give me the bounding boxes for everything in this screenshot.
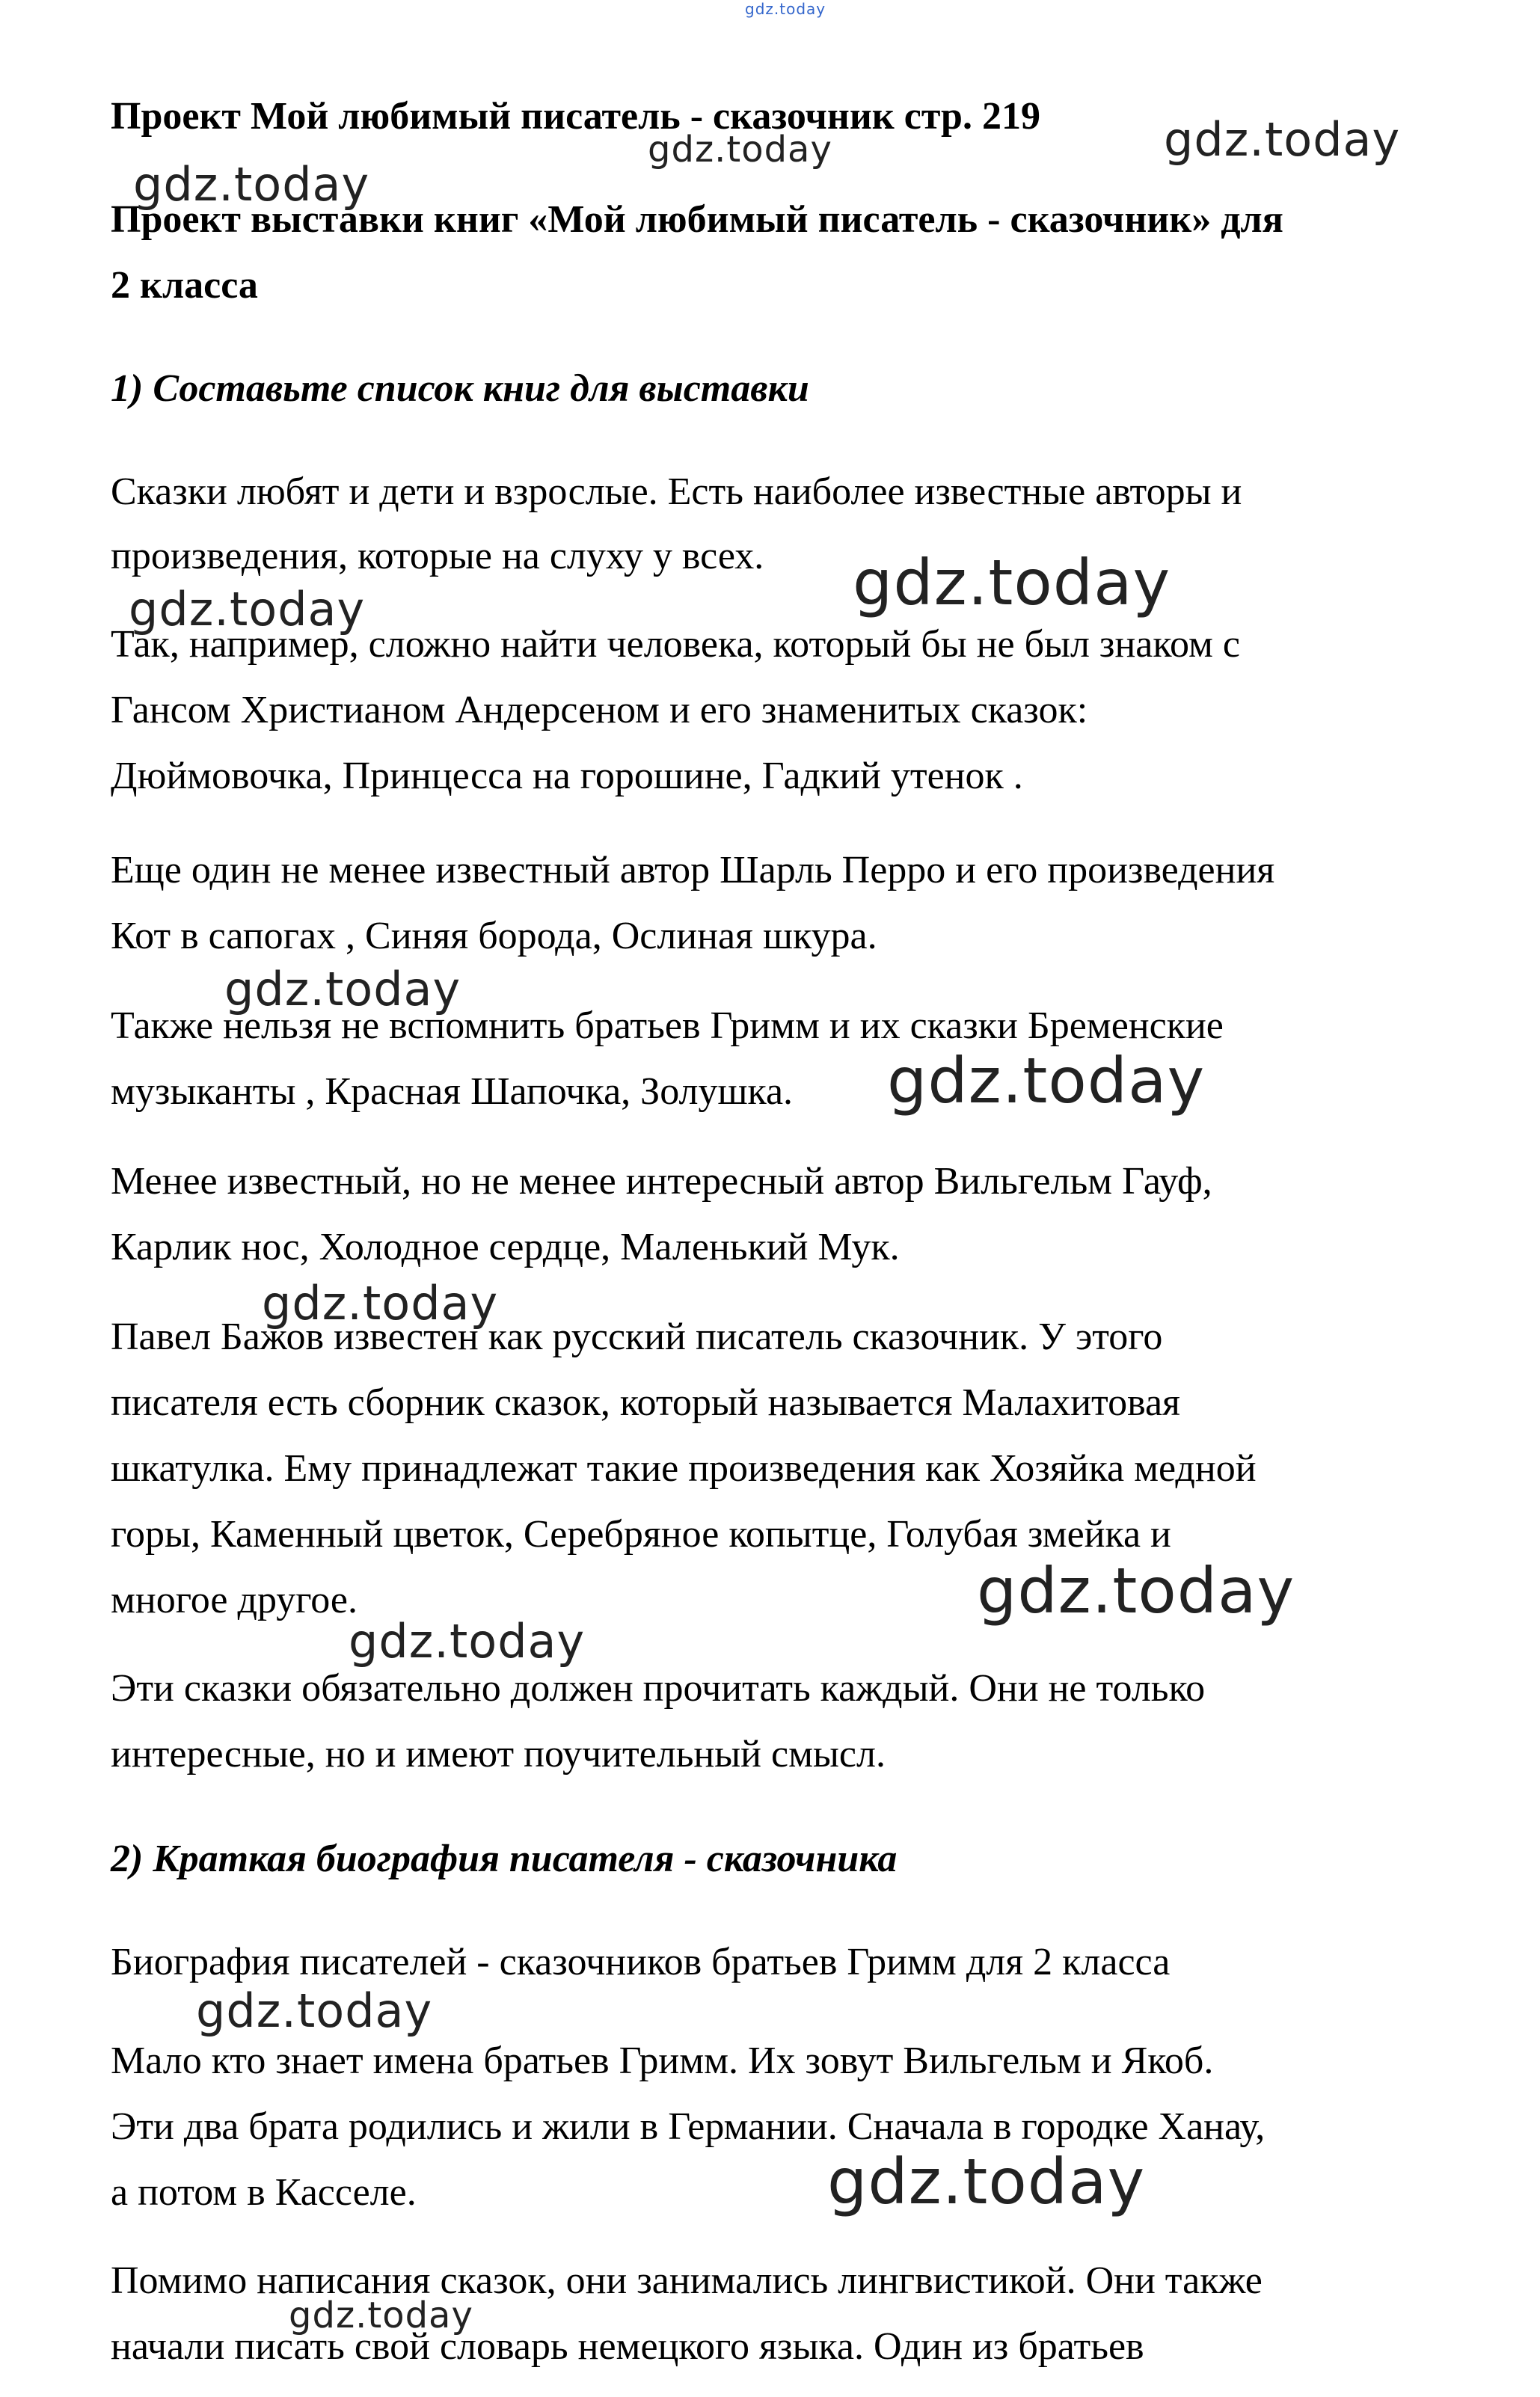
paragraph-line: писателя есть сборник сказок, который называется Малахитовая	[111, 1381, 1180, 1424]
paragraph-line: Также нельзя не вспомнить братьев Гримм и их сказки Бременские	[111, 1004, 1224, 1047]
watermark: gdz.today	[133, 157, 370, 212]
section-2-heading: 2) Краткая биография писателя - сказочника	[111, 1838, 898, 1880]
watermark: gdz.today	[224, 962, 461, 1016]
watermark: gdz.today	[745, 0, 826, 18]
paragraph-line: шкатулка. Ему принадлежат такие произведения как Хозяйка медной	[111, 1447, 1257, 1490]
project-subtitle-line-2: 2 класса	[111, 264, 258, 307]
project-subtitle-line-1: Проект выставки книг «Мой любимый писатель - сказочник» для	[111, 198, 1283, 241]
paragraph-line: а потом в Касселе.	[111, 2171, 417, 2214]
watermark: gdz.today	[977, 1554, 1295, 1627]
paragraph-line: Мало кто знает имена братьев Гримм. Их зовут Вильгельм и Якоб.	[111, 2040, 1214, 2082]
page-title: Проект Мой любимый писатель - сказочник стр. 219	[111, 95, 1040, 138]
paragraph-line: Биография писателей - сказочников братьев Гримм для 2 класса	[111, 1941, 1171, 1983]
paragraph-line: горы, Каменный цветок, Серебряное копытце, Голубая змейка и	[111, 1513, 1171, 1556]
watermark: gdz.today	[827, 2145, 1146, 2218]
watermark: gdz.today	[349, 1614, 586, 1669]
paragraph-line: Кот в сапогах , Синяя борода, Ослиная шкура.	[111, 915, 877, 957]
paragraph-line: Сказки любят и дети и взрослые. Есть наиболее известные авторы и	[111, 470, 1242, 513]
paragraph-line: Эти два брата родились и жили в Германии. Сначала в городке Ханау,	[111, 2105, 1266, 2148]
watermark: gdz.today	[262, 1276, 499, 1331]
paragraph-line: Менее известный, но не менее интересный автор Вильгельм Гауф,	[111, 1160, 1212, 1203]
watermark: gdz.today	[129, 582, 366, 636]
paragraph-line: многое другое.	[111, 1579, 358, 1621]
paragraph-line: начали писать свой словарь немецкого языка. Один из братьев	[111, 2325, 1144, 2368]
watermark: gdz.today	[648, 129, 832, 171]
paragraph-line: интересные, но и имеют поучительный смысл.	[111, 1733, 886, 1776]
paragraph-line: Помимо написания сказок, они занимались лингвистикой. Они также	[111, 2259, 1263, 2302]
watermark: gdz.today	[887, 1044, 1206, 1117]
watermark: gdz.today	[289, 2295, 473, 2336]
paragraph-line: Гансом Христианом Андерсеном и его знаменитых сказок:	[111, 689, 1088, 731]
paragraph-line: музыканты , Красная Шапочка, Золушка.	[111, 1070, 794, 1113]
paragraph-line: Еще один не менее известный автор Шарль Перро и его произведения	[111, 849, 1275, 891]
paragraph-line: Так, например, сложно найти человека, который бы не был знаком с	[111, 623, 1240, 666]
watermark: gdz.today	[196, 1983, 433, 2038]
paragraph-line: произведения, которые на слуху у всех.	[111, 535, 764, 577]
watermark: gdz.today	[1164, 112, 1401, 167]
section-1-heading: 1) Составьте список книг для выставки	[111, 367, 809, 410]
paragraph-line: Карлик нос, Холодное сердце, Маленький Мук.	[111, 1226, 900, 1268]
watermark: gdz.today	[853, 546, 1171, 619]
paragraph-line: Эти сказки обязательно должен прочитать каждый. Они не только	[111, 1667, 1206, 1710]
paragraph-line: Павел Бажов известен как русский писатель сказочник. У этого	[111, 1316, 1163, 1358]
paragraph-line: Дюймовочка, Принцесса на горошине, Гадкий утенок .	[111, 755, 1023, 797]
